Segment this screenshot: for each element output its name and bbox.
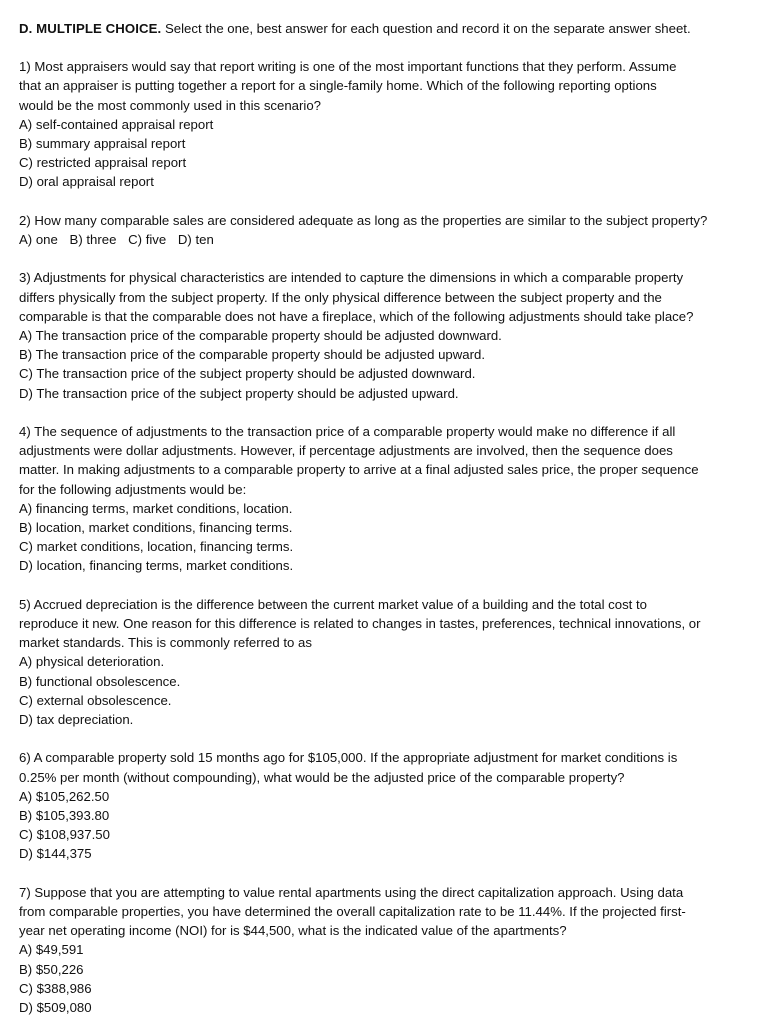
question-text-line: 0.25% per month (without compounding), what would be the adjusted price of the comparable property? [19, 769, 625, 785]
answer-option-d: D) $144,375 [19, 846, 92, 862]
question-5 [19, 595, 766, 729]
question-text-line: year net operating income (NOI) for is $44,500, what is the indicated value of the apartments? [19, 923, 567, 939]
section-title: D. MULTIPLE CHOICE. [19, 21, 162, 36]
answer-option-b: B) summary appraisal report [19, 136, 186, 152]
question-text-line: 3) Adjustments for physical characteristics are intended to capture the dimensions in which a comparable property [19, 270, 684, 286]
answer-option-c: C) The transaction price of the subject property should be adjusted downward. [19, 366, 476, 382]
answer-option-d: D) The transaction price of the subject property should be adjusted upward. [19, 385, 459, 401]
answer-option-a: A) The transaction price of the comparable property should be adjusted downward. [19, 328, 502, 344]
answer-option-a: A) self-contained appraisal report [19, 116, 214, 132]
answer-options-inline [19, 230, 766, 249]
answer-option-d: D) $509,080 [19, 1000, 92, 1016]
answer-option-b: B) functional obsolescence. [19, 673, 181, 689]
answer-option-d: D) location, financing terms, market conditions. [19, 558, 294, 574]
question-text-line: 1) Most appraisers would say that report writing is one of the most important functions that they perform. Assume [19, 59, 677, 75]
answer-option-d: D) tax depreciation. [19, 712, 134, 728]
answer-option-b: B) three [69, 232, 117, 248]
question-text-line: adjustments were dollar adjustments. However, if percentage adjustments are involved, then the sequence does [19, 443, 673, 459]
question-text-line: 7) Suppose that you are attempting to value rental apartments using the direct capitalization approach. Using data [19, 884, 684, 900]
question-text-line: 5) Accrued depreciation is the difference between the current market value of a building and the total cost to [19, 596, 648, 612]
question-6 [19, 748, 766, 863]
question-text-line: differs physically from the subject property. If the only physical difference between the subject property and the [19, 289, 662, 305]
answer-option-c: C) market conditions, location, financing terms. [19, 539, 294, 555]
answer-option-b: B) The transaction price of the comparable property should be adjusted upward. [19, 347, 485, 363]
answer-option-c: C) $108,937.50 [19, 827, 110, 843]
question-2 [19, 211, 766, 249]
answer-option-d: D) oral appraisal report [19, 174, 154, 190]
answer-option-d: D) ten [177, 232, 214, 248]
answer-option-a: A) financing terms, market conditions, location. [19, 500, 293, 516]
question-text-line: 2) How many comparable sales are considered adequate as long as the properties are similar to the subject property? [19, 212, 708, 228]
question-text-line: for the following adjustments would be: [19, 481, 247, 497]
answer-option-c: C) restricted appraisal report [19, 155, 187, 171]
answer-option-b: B) $105,393.80 [19, 808, 110, 824]
answer-option-c: C) $388,986 [19, 980, 92, 996]
answer-option-c: C) five [128, 232, 167, 248]
question-text-line: 4) The sequence of adjustments to the transaction price of a comparable property would make no difference if all [19, 424, 676, 440]
question-7 [19, 883, 766, 1017]
section-header [19, 19, 766, 38]
answer-option-c: C) external obsolescence. [19, 692, 172, 708]
answer-option-b: B) $50,226 [19, 961, 84, 977]
question-1 [19, 57, 766, 191]
question-text-line: comparable is that the comparable does not have a fireplace, which of the following adjustments should take place? [19, 308, 694, 324]
question-text-line: reproduce it new. One reason for this difference is related to changes in tastes, preferences, technical innovations, or [19, 616, 701, 632]
question-text-line: market standards. This is commonly referred to as [19, 635, 312, 651]
answer-option-a: A) $105,262.50 [19, 788, 110, 804]
question-text-line: matter. In making adjustments to a comparable property to arrive at a final adjusted sales price, the proper sequence [19, 462, 699, 478]
question-text-line: would be the most commonly used in this scenario? [19, 97, 321, 113]
answer-option-b: B) location, market conditions, financing terms. [19, 520, 293, 536]
question-4 [19, 422, 766, 576]
answer-option-a: A) physical deterioration. [19, 654, 165, 670]
answer-option-a: A) one [19, 232, 58, 248]
section-instructions: Select the one, best answer for each question and record it on the separate answer sheet. [165, 21, 691, 36]
answer-option-a: A) $49,591 [19, 942, 84, 958]
question-3 [19, 268, 766, 402]
question-text-line: from comparable properties, you have determined the overall capitalization rate to be 11.44%. If the projected first- [19, 904, 686, 920]
question-text-line: 6) A comparable property sold 15 months ago for $105,000. If the appropriate adjustment for market conditions is [19, 750, 678, 766]
question-text-line: that an appraiser is putting together a report for a single-family home. Which of the following reporting options [19, 78, 657, 94]
